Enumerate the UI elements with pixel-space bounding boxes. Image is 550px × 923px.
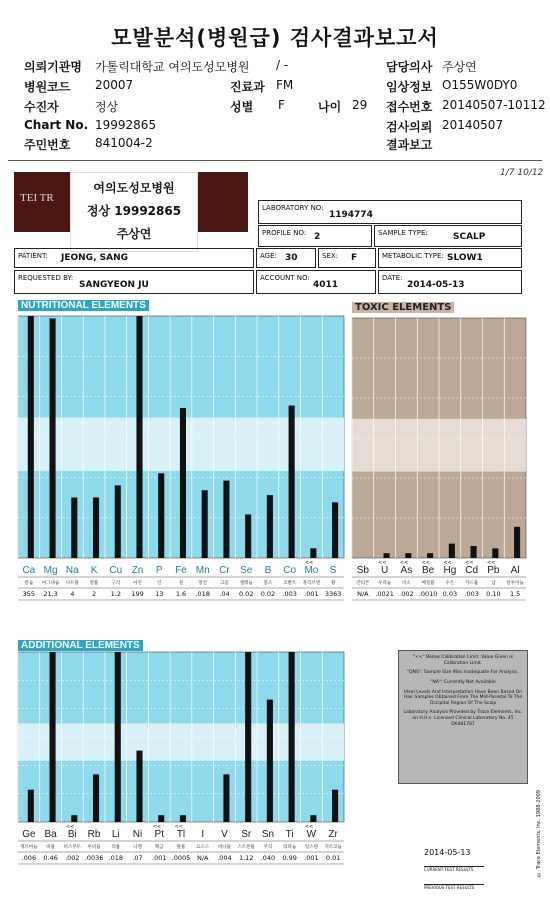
- handwritten-note: 1/7 10/12: [500, 168, 544, 178]
- element-symbol: Sb: [356, 565, 369, 576]
- element-bar: [332, 502, 338, 558]
- sample-label: SAMPLE TYPE:: [378, 229, 428, 237]
- header-value: 정상: [95, 100, 119, 114]
- element-korean-name: 마그네슘: [41, 581, 60, 586]
- element-korean-name: 니켈: [133, 845, 142, 850]
- header-label: 접수번호: [386, 100, 433, 114]
- account-value: 4011: [313, 280, 339, 290]
- below-limit-mark: <<: [65, 824, 75, 830]
- element-bar: [267, 700, 273, 822]
- element-bar: [28, 790, 34, 822]
- requested-label: REQUESTED BY:: [18, 274, 74, 282]
- page-title: 모발분석(병원급) 검사결과보고서: [111, 26, 439, 50]
- header-label: 임상정보: [386, 80, 433, 94]
- element-korean-name: 티타늄: [283, 845, 297, 850]
- profile-value: 2: [314, 232, 321, 242]
- element-korean-name: 게르마늄: [20, 845, 38, 850]
- header-label: 진료과: [230, 80, 265, 94]
- element-korean-name: 알루미늄: [506, 581, 524, 586]
- element-korean-name: 루비듐: [87, 845, 101, 850]
- element-symbol: Sn: [261, 829, 275, 840]
- element-value: 0.10: [486, 590, 501, 598]
- element-value: .001: [304, 590, 319, 598]
- element-korean-name: 코발트: [283, 581, 297, 586]
- element-korean-name: 수은: [445, 581, 455, 586]
- sex-label: SEX:: [322, 252, 339, 260]
- header-label: 병원코드: [24, 80, 71, 94]
- element-korean-name: 셀레늄: [239, 581, 253, 586]
- header-label: 결과보고: [386, 138, 433, 152]
- element-bar: [50, 652, 56, 822]
- element-value: 13: [155, 590, 164, 598]
- element-korean-name: 지르코늄: [324, 845, 342, 850]
- account-label: ACCOUNT NO:: [260, 274, 310, 282]
- normal-range-band: [18, 723, 344, 760]
- element-bar: [115, 485, 121, 558]
- element-symbol: K: [90, 565, 98, 576]
- element-korean-name: 구리: [111, 581, 121, 586]
- element-symbol: Ti: [285, 829, 294, 840]
- element-korean-name: 크롬: [220, 581, 229, 586]
- legend-line-3: "NA": Currently Not Available: [430, 679, 496, 685]
- sample-value: SCALP: [453, 232, 486, 242]
- element-bar: [136, 316, 142, 558]
- requested-value: SANGYEON JU: [79, 280, 149, 290]
- element-symbol: P: [155, 565, 163, 576]
- element-symbol: Bi: [67, 829, 77, 840]
- element-value: .0010: [418, 590, 438, 598]
- sex-value: F: [351, 253, 358, 263]
- nutritional-heading: NUTRITIONAL ELEMENTS: [18, 300, 149, 311]
- element-bar: [492, 548, 498, 558]
- element-korean-name: 백금: [154, 845, 164, 850]
- element-symbol: Be: [422, 565, 435, 576]
- below-limit-mark: <<: [378, 560, 387, 566]
- header-value: 20140507: [442, 118, 504, 132]
- header-value: O155W0DY0: [442, 78, 518, 92]
- element-symbol: Rb: [87, 829, 101, 840]
- below-limit-mark: <<: [304, 560, 314, 566]
- patient-value: JEONG, SANG: [61, 253, 128, 263]
- element-korean-name: 리튬: [111, 845, 121, 850]
- element-korean-name: 베릴륨: [421, 581, 435, 586]
- element-symbol: Mn: [195, 565, 210, 576]
- element-value: 355: [22, 590, 36, 598]
- element-value: 0.46: [43, 854, 58, 862]
- element-symbol: Co: [283, 565, 297, 576]
- element-symbol: As: [400, 565, 413, 576]
- element-value: .001: [152, 854, 167, 862]
- element-korean-name: 비소: [402, 581, 411, 586]
- element-bar: [332, 790, 338, 822]
- element-symbol: Hg: [443, 565, 457, 576]
- header-value: 가톨릭대학교 여의도성모병원: [95, 60, 250, 74]
- date-label: DATE:: [382, 274, 403, 282]
- element-korean-name: 비스무트: [63, 845, 82, 850]
- element-korean-name: 바나듐: [217, 845, 231, 850]
- element-symbol: Cr: [219, 565, 230, 576]
- stamp-line-2: 정상 19992865: [86, 204, 182, 218]
- element-korean-name: 철: [178, 581, 184, 586]
- element-symbol: Tl: [176, 829, 186, 840]
- element-bar: [267, 495, 273, 558]
- element-korean-name: 카드뮴: [465, 581, 479, 586]
- element-symbol: B: [264, 565, 272, 576]
- element-value: 1.12: [238, 854, 254, 862]
- element-symbol: Li: [111, 829, 120, 840]
- element-value: 0.02: [260, 590, 276, 598]
- element-korean-name: 칼륨: [89, 581, 99, 586]
- footer-date: 2014-05-13: [424, 848, 471, 857]
- element-bar: [158, 815, 164, 822]
- element-bar: [28, 316, 34, 558]
- element-value: .0036: [84, 854, 104, 862]
- element-value: 1.2: [110, 590, 121, 598]
- element-korean-name: 칼슘: [24, 581, 34, 586]
- element-korean-name: 인: [157, 581, 162, 586]
- element-korean-name: 탈륨: [176, 845, 186, 850]
- lab-no-value: 1194774: [329, 210, 373, 220]
- element-symbol: Ni: [132, 829, 143, 840]
- element-value: .018: [195, 590, 210, 598]
- header-label: 주민번호: [24, 138, 71, 152]
- header-value: / -: [276, 58, 289, 72]
- element-korean-name: 황: [330, 581, 336, 586]
- element-value: 0.01: [325, 854, 341, 862]
- profile-label: PROFILE NO:: [262, 229, 307, 237]
- element-symbol: S: [329, 565, 337, 576]
- element-bar: [93, 498, 99, 559]
- element-bar: [158, 473, 164, 558]
- element-bar: [384, 553, 390, 558]
- element-bar: [71, 815, 77, 822]
- element-bar: [136, 751, 142, 822]
- additional-heading: ADDITIONAL ELEMENTS: [18, 640, 143, 651]
- element-symbol: Mo: [304, 565, 319, 576]
- header-value: 19992865: [95, 118, 157, 132]
- header-value: 841004-2: [95, 136, 153, 150]
- element-symbol: Mg: [43, 565, 58, 576]
- element-korean-name: 납: [491, 581, 496, 586]
- legend-line-4: Ideal Levels And Interpretation Have Been Based On Hair Samples Obtained From The Mid-Parietal To The Occipital Region Of The Scalp: [403, 689, 523, 706]
- element-symbol: V: [221, 829, 228, 840]
- element-value: .018: [108, 854, 124, 862]
- element-symbol: Ca: [22, 565, 36, 576]
- element-value: 0.03: [442, 590, 458, 598]
- element-korean-name: 붕소: [263, 581, 273, 586]
- element-bar: [310, 815, 316, 822]
- element-symbol: Cu: [109, 565, 123, 576]
- header-value: FM: [276, 78, 294, 92]
- below-limit-mark: <<: [486, 560, 496, 566]
- element-value: .003: [282, 590, 297, 598]
- element-symbol: Cd: [465, 565, 479, 576]
- header-label: 성별: [230, 100, 254, 114]
- element-value: .0005: [171, 854, 191, 862]
- element-bar: [245, 652, 251, 822]
- element-value: 0.02: [238, 590, 254, 598]
- header-value: F: [278, 98, 285, 112]
- element-bar: [180, 815, 186, 822]
- lab-logo-text: TEI TR: [20, 192, 54, 204]
- element-symbol: U: [381, 565, 389, 576]
- below-limit-mark: <<: [443, 560, 452, 566]
- element-value: N/A: [196, 854, 209, 862]
- legend-line-1: "<<" Below Calibration Limit. Value Given is Calibration Limit.: [413, 655, 513, 666]
- element-symbol: Ba: [44, 829, 57, 840]
- element-korean-name: 우라늄: [378, 581, 392, 586]
- element-value: 1.6: [175, 590, 187, 598]
- header-label: 담당의사: [386, 60, 433, 74]
- element-value: 2: [91, 590, 97, 598]
- element-bar: [514, 527, 520, 558]
- legend-line-5: Laboratory Analysis Provided by Trace Elements, Inc. on H.H.s. Licensed Clinical Laboratory No. 45 D0481787: [403, 710, 523, 727]
- element-value: .040: [260, 854, 276, 862]
- element-value: .07: [132, 854, 143, 862]
- element-symbol: Pt: [154, 829, 164, 840]
- metabolic-label: METABOLIC TYPE:: [382, 252, 444, 260]
- element-bar: [289, 652, 295, 822]
- element-value: 1.5: [509, 590, 521, 598]
- patient-label: PATIENT:: [18, 252, 48, 260]
- element-value: .002: [65, 854, 80, 862]
- element-korean-name: 나트륨: [65, 581, 79, 586]
- element-korean-name: 안티몬: [356, 581, 370, 586]
- element-bar: [50, 318, 56, 558]
- header-label: Chart No.: [24, 118, 89, 132]
- header-value: 20140507-10112: [442, 98, 546, 112]
- element-value: .0021: [375, 590, 394, 598]
- element-bar: [310, 548, 316, 558]
- previous-results-label: PREVIOUS TEST RESULTS: [424, 884, 484, 890]
- element-bar: [93, 774, 99, 822]
- lab-no-label: LABORATORY NO:: [262, 204, 324, 212]
- element-korean-name: 몰리브덴: [302, 581, 321, 586]
- below-limit-mark: <<: [421, 560, 430, 566]
- element-symbol: Fe: [175, 565, 187, 576]
- below-limit-mark: <<: [399, 560, 409, 566]
- element-korean-name: 아연: [133, 581, 142, 586]
- element-symbol: Zr: [328, 829, 338, 840]
- element-bar: [289, 406, 295, 558]
- element-korean-name: 텅스텐: [304, 845, 318, 850]
- below-limit-mark: <<: [152, 824, 162, 830]
- below-limit-mark: <<: [174, 824, 183, 830]
- element-value: .04: [219, 590, 230, 598]
- element-symbol: Na: [65, 565, 79, 576]
- element-symbol: Sr: [241, 829, 252, 840]
- header-label: 의뢰기관명: [24, 60, 82, 74]
- element-bar: [202, 490, 208, 558]
- element-bar: [471, 546, 477, 558]
- element-value: .001: [304, 854, 319, 862]
- element-value: 199: [131, 590, 144, 598]
- element-korean-name: 요오드: [196, 845, 210, 850]
- element-value: .003: [464, 590, 479, 598]
- element-symbol: Ge: [22, 829, 36, 840]
- legend-line-2: "QNS": Sample Size Was Inadequate For Analysis.: [407, 670, 519, 676]
- current-results-label: CURRENT TEST RESULTS: [424, 866, 484, 872]
- age-label: AGE:: [260, 252, 277, 260]
- element-value: .006: [21, 854, 37, 862]
- element-korean-name: 망간: [198, 581, 208, 586]
- element-bar: [223, 774, 229, 822]
- stamp-line-3: 주상연: [116, 227, 152, 241]
- element-symbol: I: [201, 829, 205, 840]
- copyright: © Trace Elements, Inc. 1988-2009: [536, 790, 542, 877]
- element-value: .004: [217, 854, 232, 862]
- element-bar: [449, 544, 455, 558]
- header-value: 29: [352, 98, 368, 112]
- element-bar: [223, 481, 229, 558]
- element-symbol: Pb: [487, 565, 500, 576]
- element-value: 4: [70, 590, 75, 598]
- element-bar: [427, 553, 433, 558]
- element-value: 0.99: [282, 854, 297, 862]
- element-bar: [180, 408, 186, 558]
- header-label: 나이: [318, 100, 342, 114]
- header-value: 주상연: [442, 60, 477, 74]
- element-bar: [115, 652, 121, 822]
- element-korean-name: 주석: [263, 845, 273, 850]
- element-korean-name: 바륨: [46, 845, 55, 850]
- below-limit-mark: <<: [304, 824, 314, 830]
- header-label: 수진자: [24, 100, 59, 114]
- stamp-line-1: 여의도성모병원: [93, 181, 175, 195]
- legend-box: [398, 650, 528, 784]
- element-bar: [405, 553, 411, 558]
- element-symbol: W: [306, 829, 317, 840]
- element-bar: [71, 498, 77, 559]
- toxic-heading: TOXIC ELEMENTS: [352, 302, 454, 313]
- element-value: 3363: [324, 590, 342, 598]
- element-value: 21.3: [43, 590, 58, 598]
- element-korean-name: 스트론튬: [237, 845, 255, 850]
- element-value: .002: [399, 590, 414, 598]
- header-label: 검사의뢰: [386, 120, 433, 134]
- age-value: 30: [285, 253, 298, 263]
- below-limit-mark: <<: [465, 560, 474, 566]
- date-value: 2014-05-13: [407, 280, 465, 290]
- header-value: 20007: [95, 78, 134, 92]
- element-symbol: Al: [510, 565, 520, 576]
- element-symbol: Se: [240, 565, 253, 576]
- metabolic-value: SLOW1: [447, 253, 483, 263]
- element-symbol: Zn: [131, 565, 144, 576]
- element-bar: [245, 514, 251, 558]
- element-value: N/A: [357, 590, 369, 598]
